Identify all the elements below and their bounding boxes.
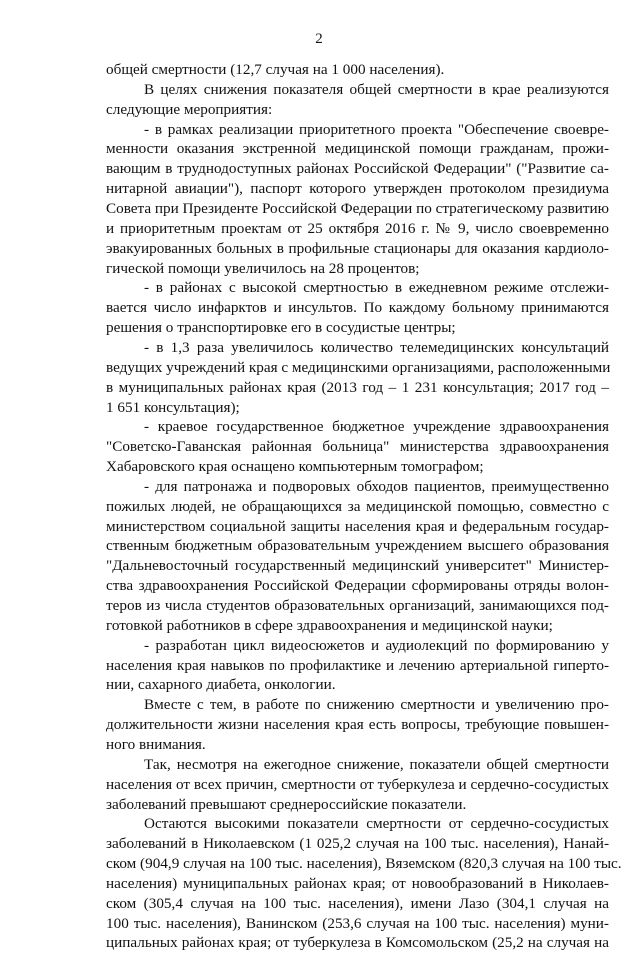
text-line: В целях снижения показателя общей смертности в крае реализуются	[144, 80, 609, 98]
text-line: вающим в труднодоступных районах Российской Федерации" ("Развитие са-	[106, 160, 609, 178]
page-number: 2	[315, 31, 323, 47]
text-line: населения края навыков по профилактике и лечению артериальной гиперто-	[106, 656, 609, 674]
text-line: заболеваний в Николаевском (1 025,2 случая на 100 тыс. населения), Нанай-	[106, 835, 609, 853]
text-line: - краевое государственное бюджетное учреждение здравоохранения	[144, 418, 609, 436]
text-line: "Советско-Гаванская районная больница" министерства здравоохранения	[106, 438, 609, 456]
text-line: нии, сахарного диабета, онкологии.	[106, 676, 336, 694]
text-line: теров из числа студентов образовательных организаций, занимающихся под-	[106, 597, 609, 614]
text-line: - в районах с высокой смертностью в ежедневном режиме отслежи-	[144, 279, 609, 297]
text-line: решения о транспортировке его в сосудистые центры;	[106, 319, 456, 337]
text-line: менности оказания экстренной медицинской помощи гражданам, прожи-	[106, 140, 609, 158]
text-line: должительности жизни населения края есть вопросы, требующие повышен-	[106, 716, 609, 734]
text-line: Хабаровского края оснащено компьютерным томографом;	[106, 458, 484, 475]
text-line: Так, несмотря на ежегодное снижение, показатели общей смертности	[144, 755, 609, 773]
text-line: гической помощи увеличилось на 28 процентов;	[106, 259, 420, 277]
text-line: - разработан цикл видеосюжетов и аудиолекций по формированию у	[144, 636, 609, 654]
text-line: ведущих учреждений края с медицинскими организациями, расположенными	[106, 358, 611, 376]
text-line: 1 651 консультация);	[106, 398, 240, 416]
text-line: - в рамках реализации приоритетного проекта "Обеспечение своевре-	[144, 120, 609, 138]
text-line: ственным бюджетным образовательным учреждением высшего образования	[106, 537, 609, 555]
text-line: министерством социальной защиты населения края и федеральным государ-	[106, 517, 609, 535]
text-line: готовкой работников в сфере здравоохранения и медицинской науки;	[106, 616, 553, 634]
text-line: пожилых людей, не обращающихся за медицинской помощью, совместно с	[106, 497, 609, 515]
text-line: в муниципальных районах края (2013 год – 1 231 консультация; 2017 год –	[106, 378, 609, 396]
text-line: населения от всех причин, смертности от туберкулеза и сердечно-сосудистых	[106, 775, 609, 793]
text-line: общей смертности (12,7 случая на 1 000 населения).	[106, 61, 445, 78]
text-line: Остаются высокими показатели смертности от сердечно-сосудистых	[144, 815, 609, 833]
text-line: эвакуированных больных в профильные стационары для оказания кардиоло-	[106, 239, 609, 257]
text-line: заболеваний превышают среднероссийские показатели.	[106, 795, 467, 813]
text-line: ском (904,9 случая на 100 тыс. населения), Вяземском (820,3 случая на 100 тыс.	[106, 855, 622, 872]
text-line: - в 1,3 раза увеличилось количество телемедицинских консультаций	[144, 338, 609, 356]
text-line: - для патронажа и подворовых обходов пациентов, преимущественно	[144, 477, 609, 495]
text-line: нитарной авиации"), паспорт которого утвержден протоколом президиума	[106, 180, 609, 198]
text-line: "Дальневосточный государственный медицинский университет" Министер-	[106, 557, 609, 575]
text-line: ском (305,4 случая на 100 тыс. населения), имени Лазо (304,1 случая на	[106, 894, 609, 912]
text-line: ного внимания.	[106, 735, 206, 753]
text-line: и приоритетным проектам от 25 октября 2016 г. № 9, число своевременно	[106, 219, 609, 237]
text-line: населения) муниципальных районах края; от новообразований в Николаев-	[106, 874, 609, 892]
text-line: ципальных районах края; от туберкулеза в Комсомольском (25,2 на случая на	[106, 934, 609, 952]
text-line: вается число инфарктов и инсультов. По каждому больному принимаются	[106, 299, 609, 317]
text-line: ства здравоохранения Российской Федерации сформированы отряды волон-	[106, 577, 609, 595]
text-line: Совета при Президенте Российской Федерации по стратегическому развитию	[106, 200, 610, 217]
text-line: следующие мероприятия:	[106, 100, 273, 118]
text-line: 100 тыс. населения), Ванинском (253,6 случая на 100 тыс. населения) муни-	[106, 914, 609, 932]
text-line: Вместе с тем, в работе по снижению смертности и увеличению про-	[144, 696, 609, 714]
